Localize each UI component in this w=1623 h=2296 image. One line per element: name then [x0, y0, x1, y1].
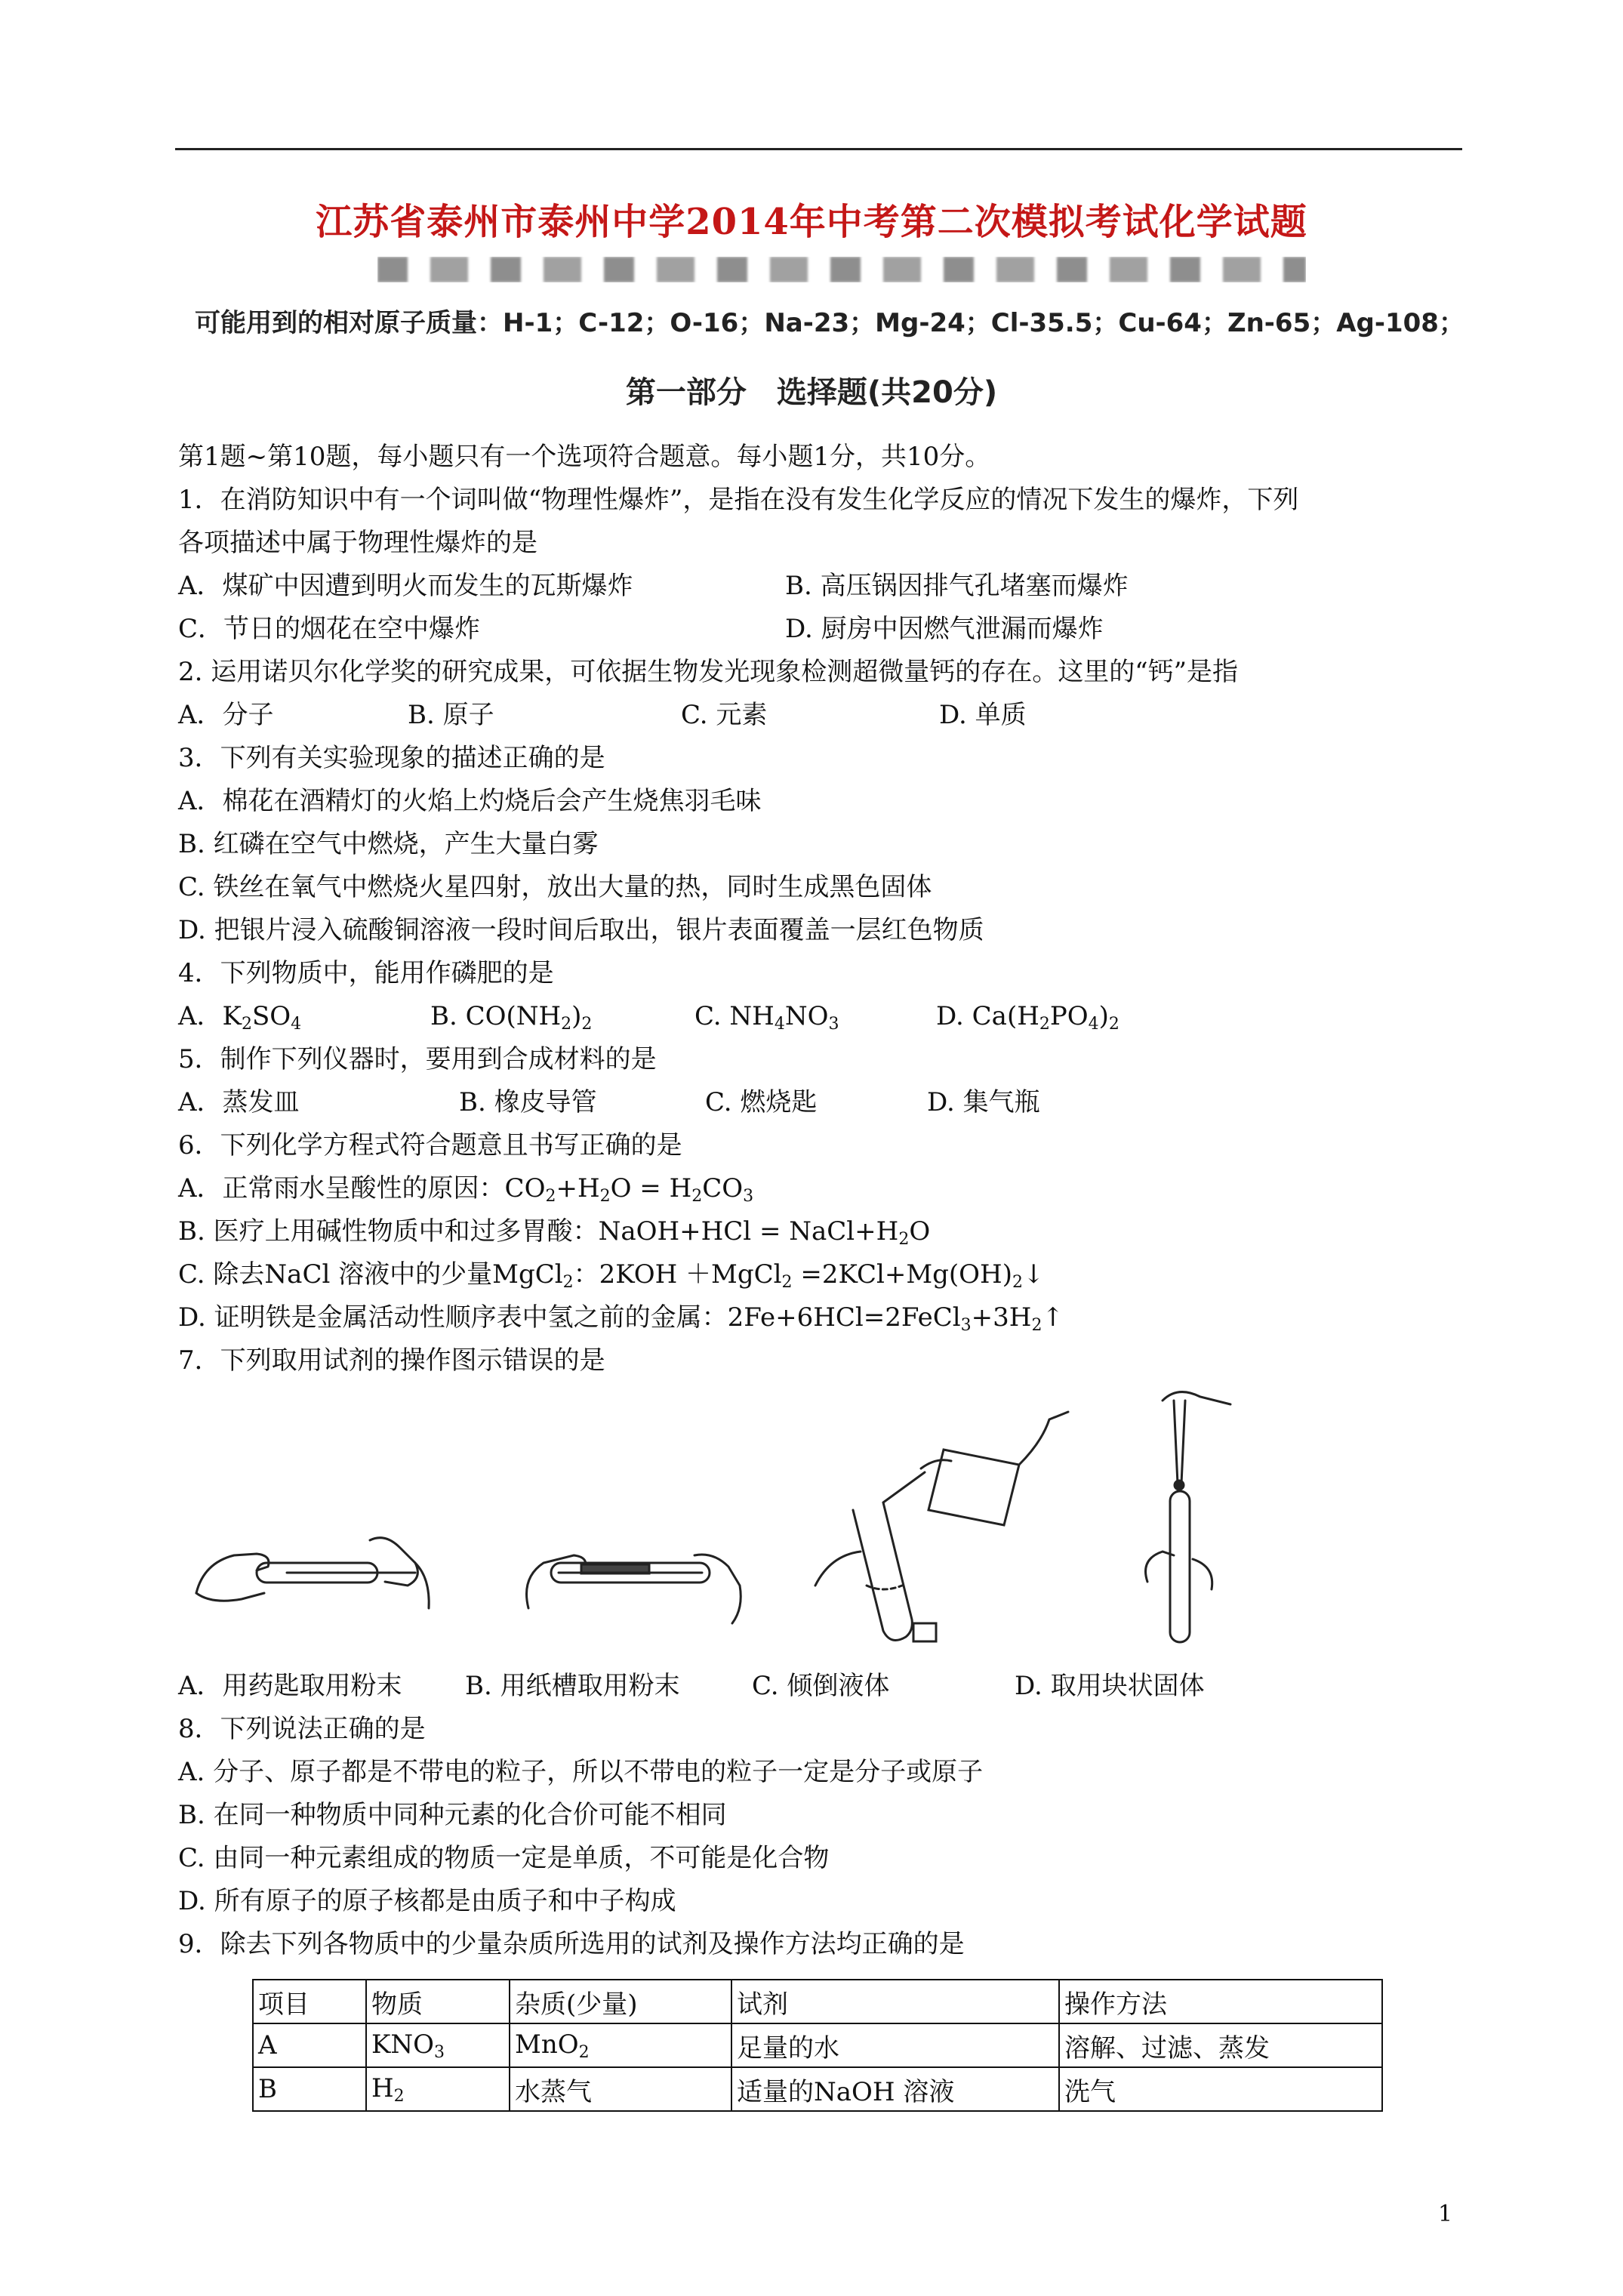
- cell-impurity: 水蒸气: [510, 2067, 731, 2111]
- q3-option-b: B. 红磷在空气中燃烧，产生大量白雾: [178, 829, 599, 859]
- header-substance: 物质: [366, 1980, 510, 2023]
- q8-option-a: A. 分子、原子都是不带电的粒子，所以不带电的粒子一定是分子或原子: [178, 1757, 984, 1787]
- cell-substance: $KNO_3$: [366, 2023, 510, 2067]
- q4-option-b: B. $CO(NH_2)_2$: [430, 1001, 593, 1034]
- q6-option-d: D. 证明铁是金属活动性顺序表中氢之前的金属：$2Fe+6HCl=2FeCl_3+3H_2↑$: [178, 1302, 1064, 1335]
- cell-substance: $H_2$: [366, 2067, 510, 2111]
- q3-option-d: D. 把银片浸入硫酸铜溶液一段时间后取出，银片表面覆盖一层红色物质: [178, 915, 984, 945]
- q7-option-a: A．用药匙取用粉末: [178, 1671, 402, 1701]
- q4-stem: 4．下列物质中，能用作磷肥的是: [178, 958, 554, 988]
- q6-option-a: A．正常雨水呈酸性的原因：$CO_2+H_2O = H_2CO_3$: [178, 1173, 754, 1206]
- q5-option-a: A．蒸发皿: [178, 1087, 300, 1117]
- q5-option-d: D. 集气瓶: [927, 1087, 1040, 1117]
- q2-option-b: B. 原子: [408, 700, 494, 730]
- q7-option-b: B. 用纸槽取用粉末: [465, 1671, 680, 1701]
- q5-stem: 5．制作下列仪器时，要用到合成材料的是: [178, 1044, 657, 1074]
- cell-item: A: [253, 2023, 366, 2067]
- q1-option-a: A．煤矿中因遭到明火而发生的瓦斯爆炸: [178, 571, 633, 601]
- header-item: 项目: [253, 1980, 366, 2023]
- figure-c-pouring-liquid: [800, 1397, 1072, 1646]
- table-row: [253, 2023, 1382, 2067]
- q4-option-c: C. $NH_4NO_3$: [694, 1001, 839, 1034]
- page-number: 1: [1438, 2201, 1453, 2227]
- q3-option-a: A．棉花在酒精灯的火焰上灼烧后会产生烧焦羽毛味: [178, 786, 762, 816]
- q2-option-d: D. 单质: [939, 700, 1027, 730]
- atomic-masses: 可能用到的相对原子质量：H-1；C-12；O-16；Na-23；Mg-24；Cl-35.5；Cu-64；Zn-65；Ag-108；: [195, 308, 1464, 338]
- part-heading: 第一部分 选择题(共20分): [625, 375, 998, 410]
- cell-item: B: [253, 2067, 366, 2111]
- q1-option-c: C．节日的烟花在空中爆炸: [178, 614, 481, 644]
- q4-option-d: D. $Ca(H_2PO_4)_2$: [936, 1001, 1119, 1034]
- cell-method: 溶解、过滤、蒸发: [1059, 2023, 1382, 2067]
- cell-impurity: MnO$_2$: [510, 2023, 731, 2067]
- q9-table: [252, 1979, 1383, 2112]
- header-impurity: 杂质(少量): [510, 1980, 731, 2023]
- header-reagent: 试剂: [731, 1980, 1059, 2023]
- q9-stem: 9．除去下列各物质中的少量杂质所选用的试剂及操作方法均正确的是: [178, 1929, 965, 1959]
- figure-a-spatula-powder: [189, 1510, 438, 1638]
- header-method: 操作方法: [1059, 1980, 1382, 2023]
- q1-option-d: D. 厨房中因燃气泄漏而爆炸: [785, 614, 1104, 644]
- header-rule: [175, 148, 1462, 150]
- q5-option-b: B. 橡皮导管: [459, 1087, 597, 1117]
- q7-option-d: D. 取用块状固体: [1015, 1671, 1205, 1701]
- q1-stem-line2: 各项描述中属于物理性爆炸的是: [178, 528, 537, 558]
- faded-duplicate-title: [377, 257, 1306, 282]
- cell-reagent: 适量的NaOH 溶液: [731, 2067, 1059, 2111]
- figure-b-paper-trough: [513, 1510, 762, 1638]
- cell-reagent: 足量的水: [731, 2023, 1059, 2067]
- q3-stem: 3．下列有关实验现象的描述正确的是: [178, 743, 605, 773]
- page-title: 江苏省泰州市泰州中学2014年中考第二次模拟考试化学试题: [316, 201, 1307, 243]
- q8-option-d: D. 所有原子的原子核都是由质子和中子构成: [178, 1886, 676, 1916]
- q2-option-a: A．分子: [178, 700, 274, 730]
- q6-option-b: B. 医疗上用碱性物质中和过多胃酸：NaOH+HCl = $NaCl+H_2O$: [178, 1216, 931, 1249]
- q7-stem: 7．下列取用试剂的操作图示错误的是: [178, 1345, 605, 1376]
- table-header-row: [253, 1980, 1382, 2023]
- q8-option-c: C. 由同一种元素组成的物质一定是单质，不可能是化合物: [178, 1843, 830, 1873]
- figure-d-bulk-solid: [1132, 1385, 1253, 1650]
- cell-method: 洗气: [1059, 2067, 1382, 2111]
- q8-stem: 8．下列说法正确的是: [178, 1714, 426, 1744]
- q6-option-c: C. 除去NaCl 溶液中的少量MgCl$_2$：2KOH ＋MgCl$_2$ $=2KCl+Mg(OH)_2↓$: [178, 1259, 1045, 1292]
- q2-stem: 2. 运用诺贝尔化学奖的研究成果，可依据生物发光现象检测超微量钙的存在。这里的“钙”是指: [178, 657, 1239, 687]
- q6-stem: 6．下列化学方程式符合题意且书写正确的是: [178, 1130, 682, 1160]
- q4-option-a: A．$K_2SO_4$: [178, 1001, 302, 1034]
- q2-option-c: C. 元素: [681, 700, 768, 730]
- q8-option-b: B. 在同一种物质中同种元素的化合价可能不相同: [178, 1800, 727, 1830]
- q5-option-c: C. 燃烧匙: [705, 1087, 818, 1117]
- q1-stem-line1: 1．在消防知识中有一个词叫做“物理性爆炸”，是指在没有发生化学反应的情况下发生的爆炸，下列: [178, 485, 1299, 515]
- q3-option-c: C. 铁丝在氧气中燃烧火星四射，放出大量的热，同时生成黑色固体: [178, 872, 932, 902]
- q1-option-b: B. 高压锅因排气孔堵塞而爆炸: [785, 571, 1129, 601]
- table-row: [253, 2067, 1382, 2111]
- instructions: 第1题~第10题，每小题只有一个选项符合题意。每小题1分，共10分。: [178, 442, 991, 472]
- q7-option-c: C. 倾倒液体: [752, 1671, 890, 1701]
